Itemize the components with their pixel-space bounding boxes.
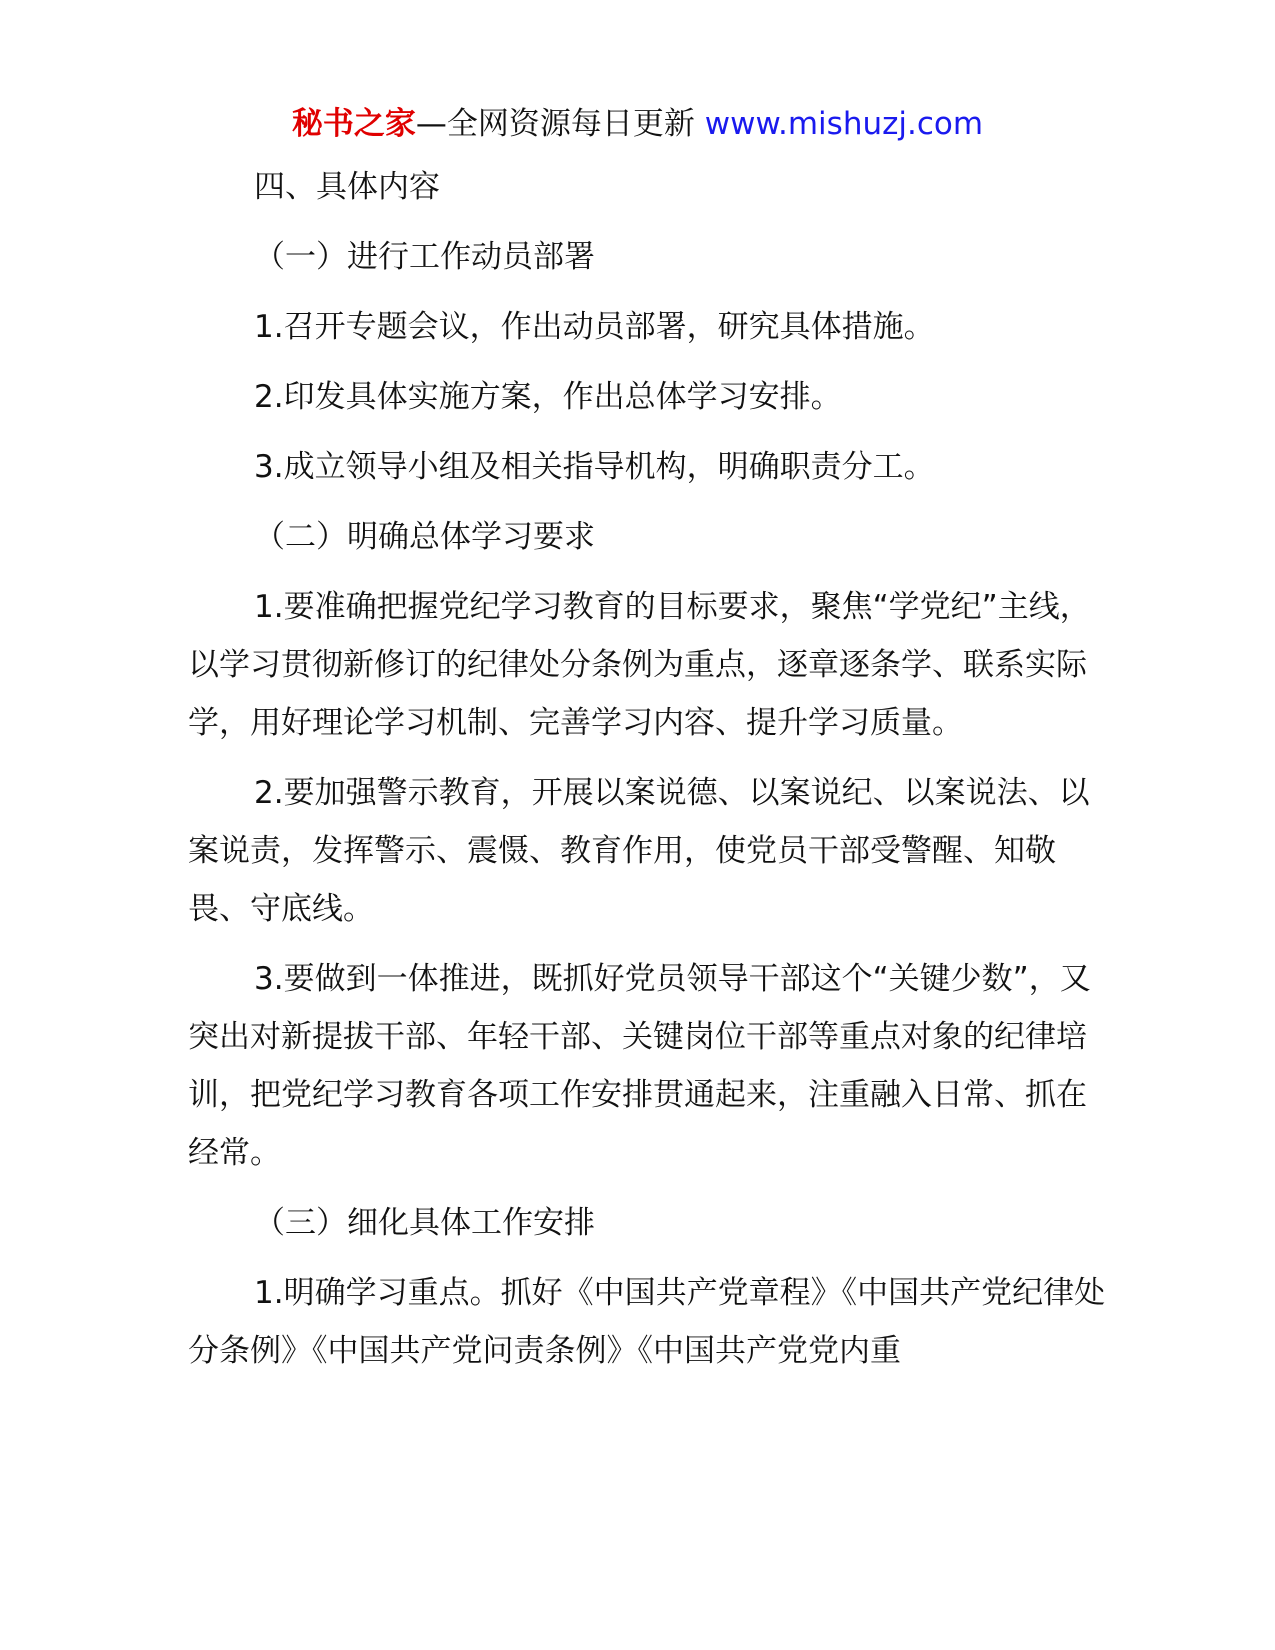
- paragraph: 1.召开专题会议，作出动员部署，研究具体措施。: [254, 309, 935, 345]
- paragraph: 2.要加强警示教育，开展以案说德、以案说纪、以案说法、以案说责，发挥警示、震慑、教育作用，使党员干部受警醒、知敬畏、守底线。: [188, 775, 1090, 927]
- site-link[interactable]: www.mishuzj.com: [704, 106, 984, 142]
- watermark-header: [0, 102, 1275, 146]
- subsection-heading: （一）进行工作动员部署: [254, 239, 595, 275]
- header-tagline: —全网资源每日更新: [415, 106, 695, 142]
- paragraph: 1.要准确把握党纪学习教育的目标要求，聚焦“学党纪”主线，以学习贯彻新修订的纪律处分条例为重点，逐章逐条学、联系实际学，用好理论学习机制、完善学习内容、提升学习质量。: [188, 589, 1091, 741]
- subsection-heading: （三）细化具体工作安排: [254, 1205, 595, 1241]
- subsection-heading: （二）明确总体学习要求: [254, 519, 595, 555]
- paragraph: 3.要做到一体推进，既抓好党员领导干部这个“关键少数”，又突出对新提拔干部、年轻干部、关键岗位干部等重点对象的纪律培训，把党纪学习教育各项工作安排贯通起来，注重融入日常、抓在经常。: [188, 961, 1091, 1171]
- section-heading: 四、具体内容: [254, 169, 440, 205]
- paragraph: 1.明确学习重点。抓好《中国共产党章程》《中国共产党纪律处分条例》《中国共产党问责条例》《中国共产党党内重: [188, 1275, 1106, 1369]
- paragraph: 2.印发具体实施方案，作出总体学习安排。: [254, 379, 842, 415]
- brand-name: 秘书之家: [291, 106, 416, 142]
- document-body: [188, 158, 1108, 1392]
- paragraph: 3.成立领导小组及相关指导机构，明确职责分工。: [254, 449, 935, 485]
